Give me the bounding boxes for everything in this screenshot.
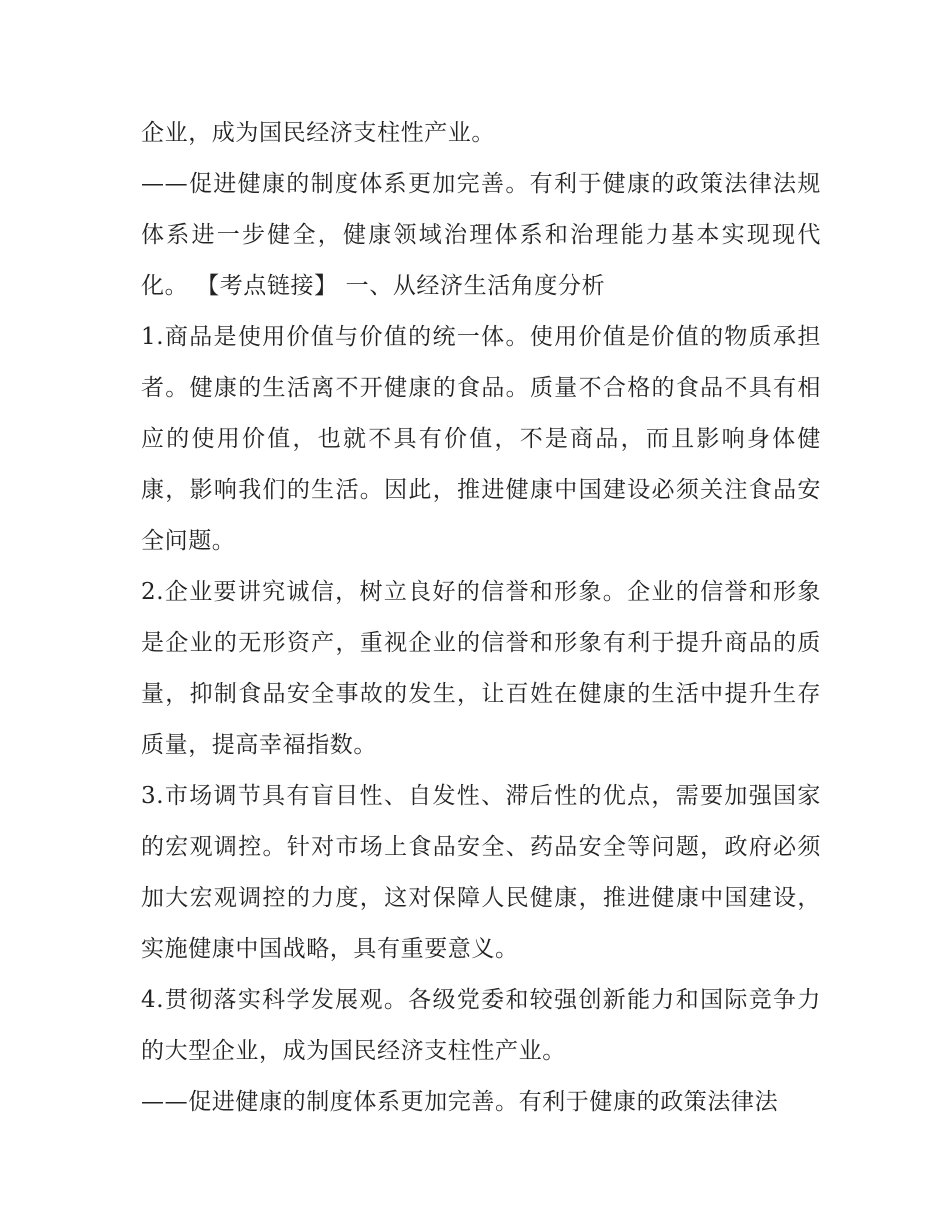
paragraph-3: 1.商品是使用价值与价值的统一体。使用价值是价值的物质承担者。健康的生活离不开健康的食品。质量不合格的食品不具有相应的使用价值，也就不具有价值，不是商品，而且影响身体健康，影响我们的生活。因此，推进健康中国建设必须关注食品安全问题。 [141, 324, 821, 554]
document-body [141, 108, 821, 1128]
paragraph-4: 2.企业要讲究诚信，树立良好的信誉和形象。企业的信誉和形象是企业的无形资产，重视企业的信誉和形象有利于提升商品的质量，抑制食品安全事故的发生，让百姓在健康的生活中提升生存质量，提高幸福指数。 [141, 579, 821, 758]
paragraph-1: 企业，成为国民经济支柱性产业。 [141, 120, 495, 146]
paragraph-7: ——促进健康的制度体系更加完善。有利于健康的政策法律法 [141, 1089, 779, 1115]
paragraph-2: ——促进健康的制度体系更加完善。有利于健康的政策法律法规体系进一步健全，健康领域治理体系和治理能力基本实现现代化。 【考点链接】 一、从经济生活角度分析 [141, 171, 821, 299]
paragraph-5: 3.市场调节具有盲目性、自发性、滞后性的优点，需要加强国家的宏观调控。针对市场上食品安全、药品安全等问题，政府必须加大宏观调控的力度，这对保障人民健康，推进健康中国建设，实施健康中国战略，具有重要意义。 [141, 783, 821, 962]
paragraph-6: 4.贯彻落实科学发展观。各级党委和较强创新能力和国际竞争力的大型企业，成为国民经济支柱性产业。 [141, 987, 821, 1064]
